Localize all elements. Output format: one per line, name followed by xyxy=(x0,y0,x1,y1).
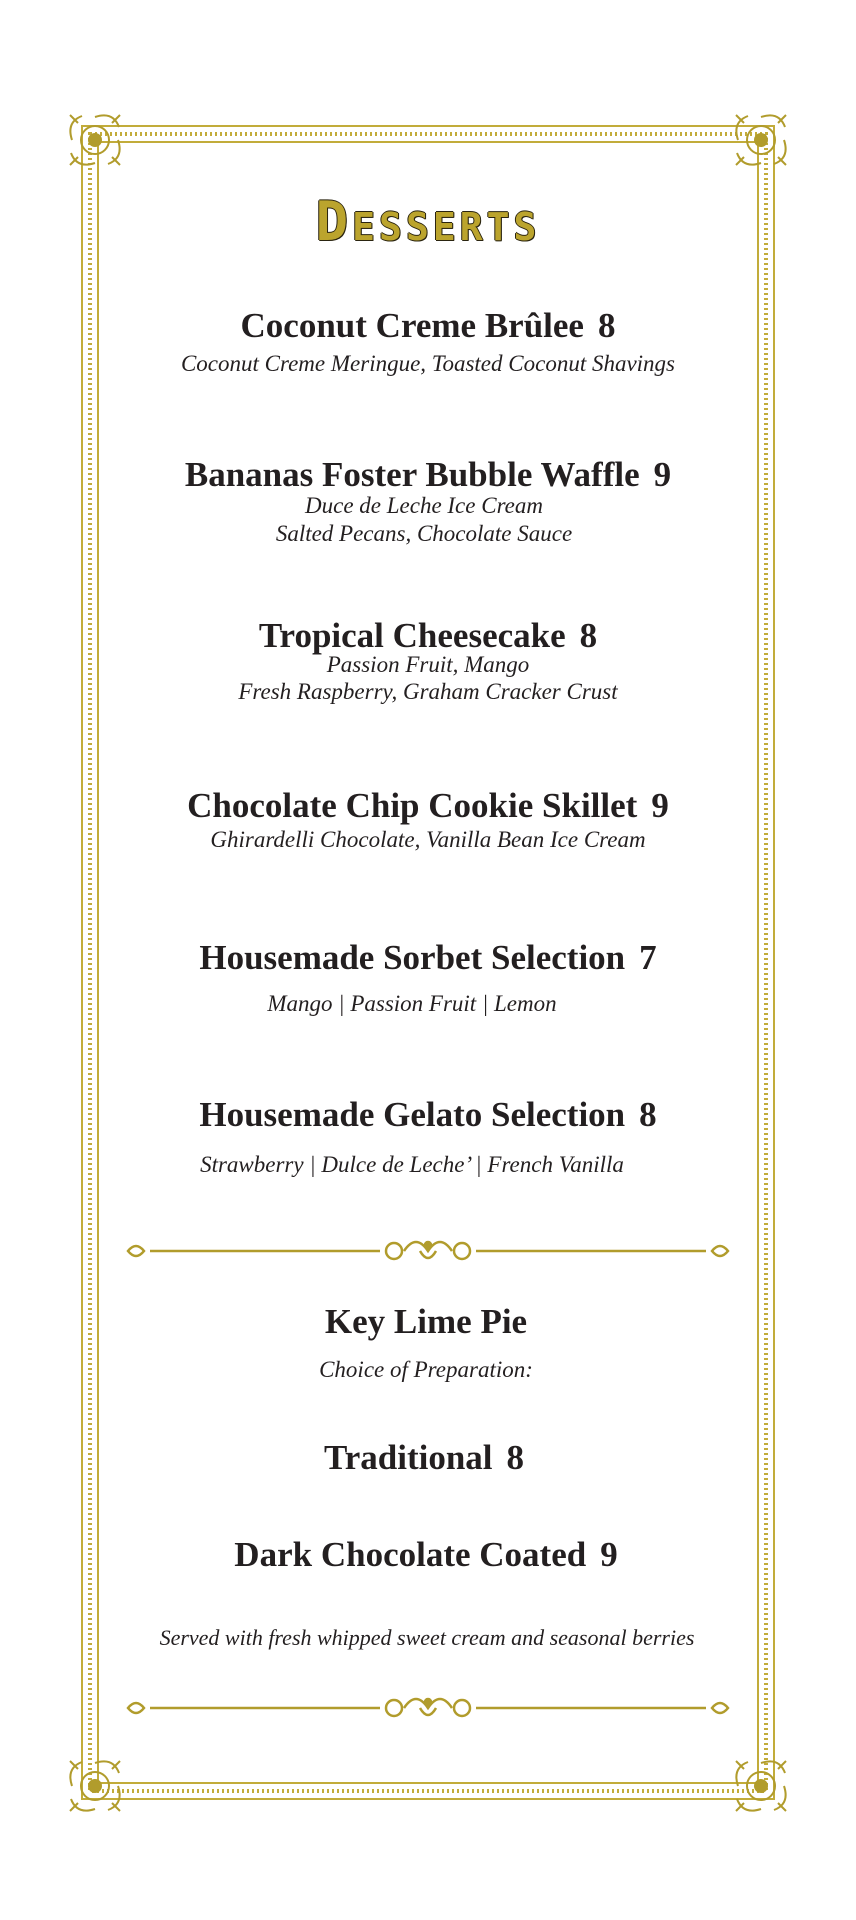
key-lime-option-dark-chocolate xyxy=(0,1535,854,1575)
dish-name: Housemade Gelato Selection xyxy=(199,1095,626,1134)
dish-description: Strawberry | Dulce de Leche’ | French Vanilla xyxy=(200,1152,624,1177)
key-lime-note: Served with fresh whipped sweet cream and seasonal berries xyxy=(159,1625,695,1650)
dish-price: 9 xyxy=(653,455,672,494)
dish-price: 8 xyxy=(639,1095,657,1134)
dish-price: 9 xyxy=(651,786,669,825)
option-price: 8 xyxy=(506,1438,525,1477)
dish-price: 7 xyxy=(639,938,657,977)
dish-name: Housemade Sorbet Selection xyxy=(199,938,626,977)
dish-description: Ghirardelli Chocolate, Vanilla Bean Ice Cream xyxy=(210,827,646,852)
dish-chocolate-chip-cookie-skillet xyxy=(0,786,856,826)
dish-description: Fresh Raspberry, Graham Cracker Crust xyxy=(238,679,618,704)
menu-title xyxy=(0,190,856,253)
dish-description: Coconut Creme Meringue, Toasted Coconut Shavings xyxy=(180,351,676,376)
key-lime-option-traditional xyxy=(0,1438,852,1478)
corner-flourish-icon xyxy=(70,1761,120,1811)
corner-flourish-icon xyxy=(736,115,786,165)
corner-flourish-icon xyxy=(736,1761,786,1811)
dish-bananas-foster-bubble-waffle xyxy=(0,455,856,495)
ornamental-divider-icon xyxy=(120,1693,736,1723)
option-price: 9 xyxy=(600,1535,618,1574)
dish-coconut-creme-brulee xyxy=(0,306,856,346)
dish-description: Duce de Leche Ice Cream xyxy=(305,493,543,518)
corner-flourish-icon xyxy=(70,115,120,165)
dish-name: Chocolate Chip Cookie Skillet xyxy=(187,786,638,825)
ornamental-divider-icon xyxy=(120,1236,736,1266)
dish-price: 8 xyxy=(597,306,616,345)
key-lime-pie-subtitle: Choice of Preparation: xyxy=(319,1357,533,1382)
menu-title-text: Desserts xyxy=(315,190,541,253)
dish-name: Coconut Creme Brûlee xyxy=(240,306,584,345)
key-lime-pie-title: Key Lime Pie xyxy=(324,1302,528,1341)
dish-description: Mango | Passion Fruit | Lemon xyxy=(267,991,557,1016)
dish-housemade-sorbet-selection xyxy=(0,938,856,978)
option-name: Dark Chocolate Coated xyxy=(234,1535,587,1574)
dish-description: Passion Fruit, Mango xyxy=(326,652,530,677)
dish-tropical-cheesecake xyxy=(0,616,856,656)
dish-housemade-gelato-selection xyxy=(0,1095,856,1135)
dish-price: 8 xyxy=(579,616,598,655)
dish-name: Tropical Cheesecake xyxy=(258,616,566,655)
dish-name: Bananas Foster Bubble Waffle xyxy=(184,455,640,494)
option-name: Traditional xyxy=(323,1438,493,1477)
dish-description: Salted Pecans, Chocolate Sauce xyxy=(275,521,573,546)
